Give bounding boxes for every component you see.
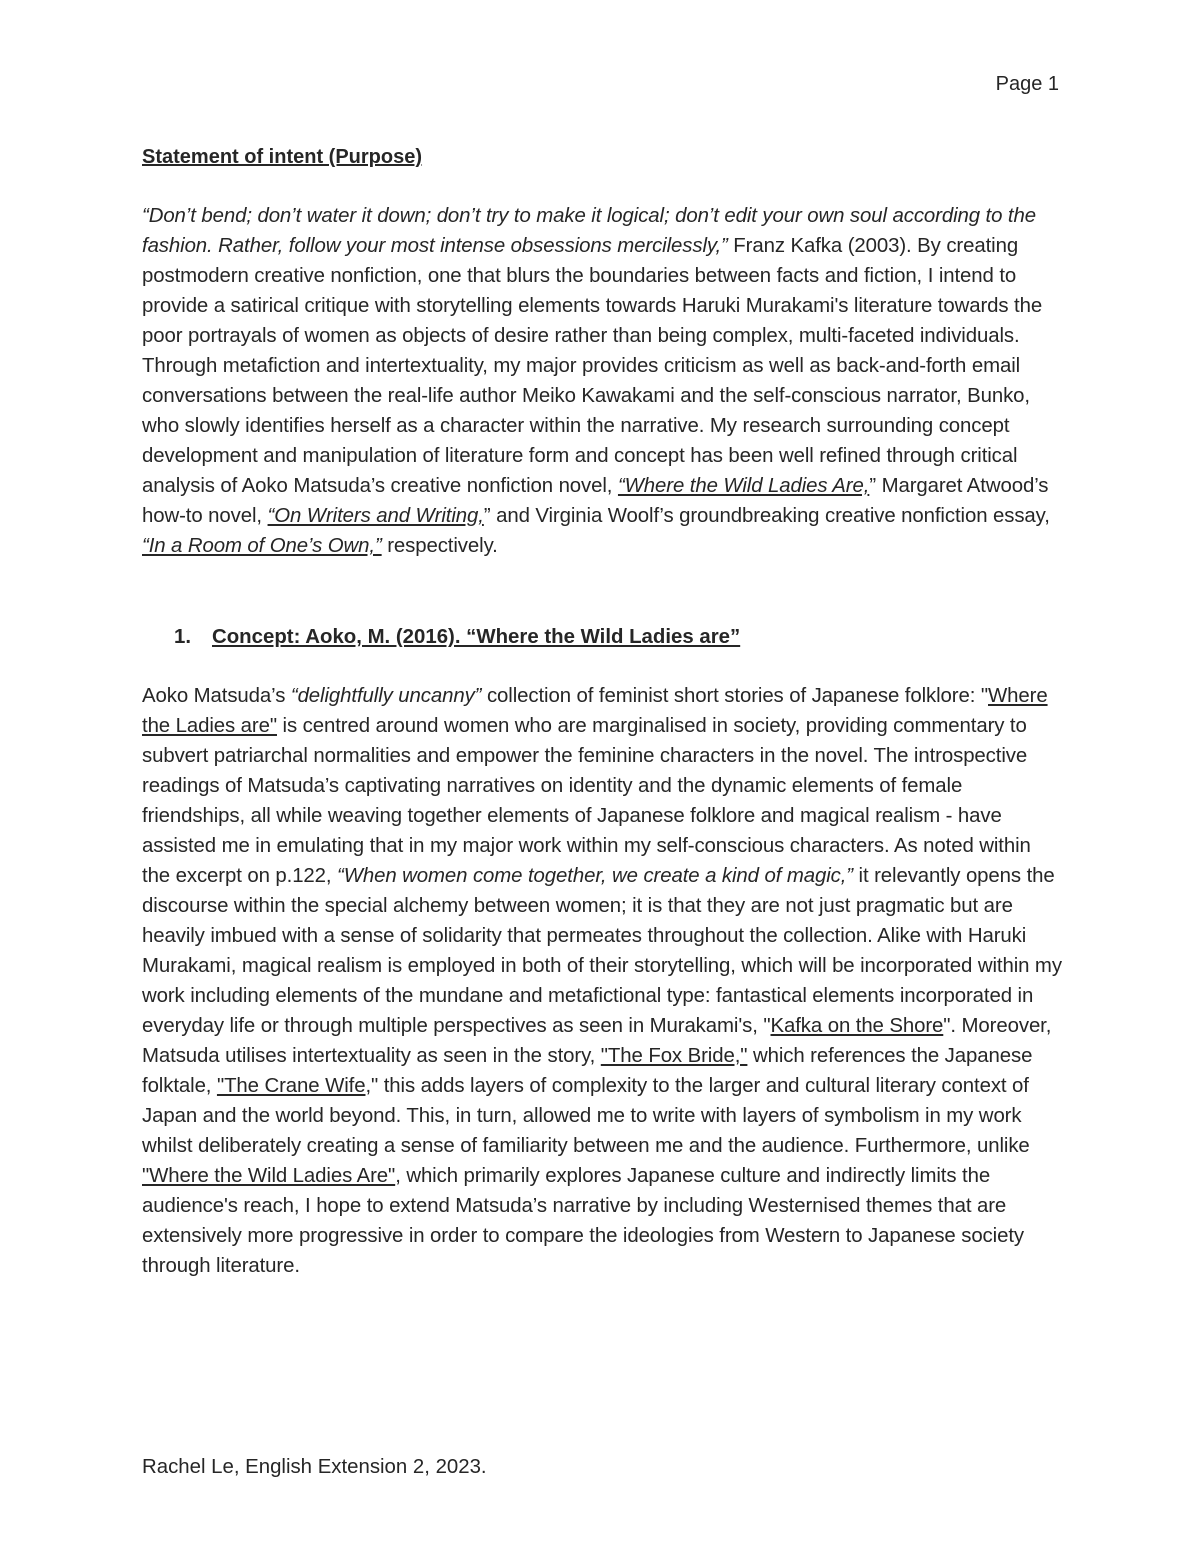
concept-paragraph (142, 681, 1062, 1281)
concept-heading (174, 623, 740, 651)
paragraph-text: ” and Virginia Woolf’s groundbreaking creative nonfiction essay, (483, 505, 1050, 527)
concept-heading-text: Concept: Aoko, M. (2016). “Where the Wild Ladies are” (212, 626, 741, 648)
paragraph-text: Aoko Matsuda’s (142, 685, 291, 707)
footer-text: Rachel Le, English Extension 2, 2023. (142, 1456, 487, 1478)
reference-on-writers-and-writing: “On Writers and Writing, (267, 505, 484, 527)
reference-a-room-of-ones-own: “In a Room of One’s Own,” (142, 535, 382, 557)
paragraph-text: respectively. (381, 535, 498, 557)
paragraph-text: collection of feminist short stories of Japanese folklore: " (481, 685, 988, 707)
list-number: 1. (174, 626, 192, 648)
reference-the-fox-bride: "The Fox Bride," (600, 1045, 748, 1067)
reference-where-the-wild-ladies-are-2: "Where the Wild Ladies Are" (142, 1165, 396, 1187)
paragraph-text: it relevantly opens the discourse within the special alchemy between women; it is that they are not just pragmatic but are heavily imbued with a sense of solidarity that permeates throughout the collection. Alike with Haruki Murakami, magical realism is employed in both of their storytelling, which will be incorporated within my work including elements of the mundane and metafictional type: fantastical elements incorporated in everyday life or through multiple perspectives as seen in Murakami's, " (142, 865, 1062, 1037)
reference-where-the-ladies-are: Where the Ladies are" (142, 685, 1048, 737)
paragraph-text: is centred around women who are marginalised in society, providing commentary to subvert patriarchal normalities and empower the feminine characters in the novel. The introspective readings of Matsuda’s captivating narratives on identity and the dynamic elements of female friendships, all while weaving together elements of Japanese folklore and magical realism - have assisted me in emulating that in my major work within my self-conscious characters. As noted within the excerpt on p.122, (142, 715, 1031, 887)
reference-kafka-on-the-shore: Kafka on the Shore (770, 1015, 944, 1037)
paragraph-text: which references the Japanese folktale, (142, 1045, 1033, 1097)
quote-women-come-together: “When women come together, we create a kind of magic,” (337, 865, 853, 887)
reference-where-the-wild-ladies-are: “Where the Wild Ladies Are, (617, 475, 870, 497)
paragraph-text: ". Moreover, Matsuda utilises intertextuality as seen in the story, (142, 1015, 1052, 1067)
reference-the-crane-wife: "The Crane Wife (216, 1075, 366, 1097)
paragraph-text: , which primarily explores Japanese culture and indirectly limits the audience's reach, I hope to extend Matsuda’s narrative by including Westernised themes that are extensively more progressive in order to compare the ideologies from Western to Japanese society through literature. (142, 1165, 1024, 1277)
intent-paragraph (142, 201, 1062, 561)
paragraph-text: Franz Kafka (2003). By creating postmodern creative nonfiction, one that blurs the boundaries between facts and fiction, I intend to provide a satirical critique with storytelling elements towards Haruki Murakami's literature towards the poor portrayals of women as objects of desire rather than being complex, multi-faceted individuals. Through metafiction and intertextuality, my major provides criticism as well as back-and-forth email conversations between the real-life author Meiko Kawakami and the self-conscious narrator, Bunko, who slowly identifies herself as a character within the narrative. My research surrounding concept development and manipulation of literature form and concept has been well refined through critical analysis of Aoko Matsuda’s creative nonfiction novel, (142, 235, 1043, 497)
paragraph-text: ," this adds layers of complexity to the larger and cultural literary context of Japan and the world beyond. This, in turn, allowed me to write with layers of symbolism in my work whilst deliberately creating a sense of familiarity between me and the audience. Furthermore, unlike (142, 1075, 1030, 1157)
section-title: Statement of intent (Purpose) (142, 146, 423, 168)
quote-delightfully-uncanny: “delightfully uncanny” (290, 685, 482, 707)
paragraph-text: ” Margaret Atwood’s how-to novel, (142, 475, 1049, 527)
page-number: Page 1 (995, 73, 1059, 95)
kafka-quote: “Don’t bend; don’t water it down; don’t try to make it logical; don’t edit your own soul according to the fashion. Rather, follow your most intense obsessions mercilessly,” (142, 205, 1036, 257)
